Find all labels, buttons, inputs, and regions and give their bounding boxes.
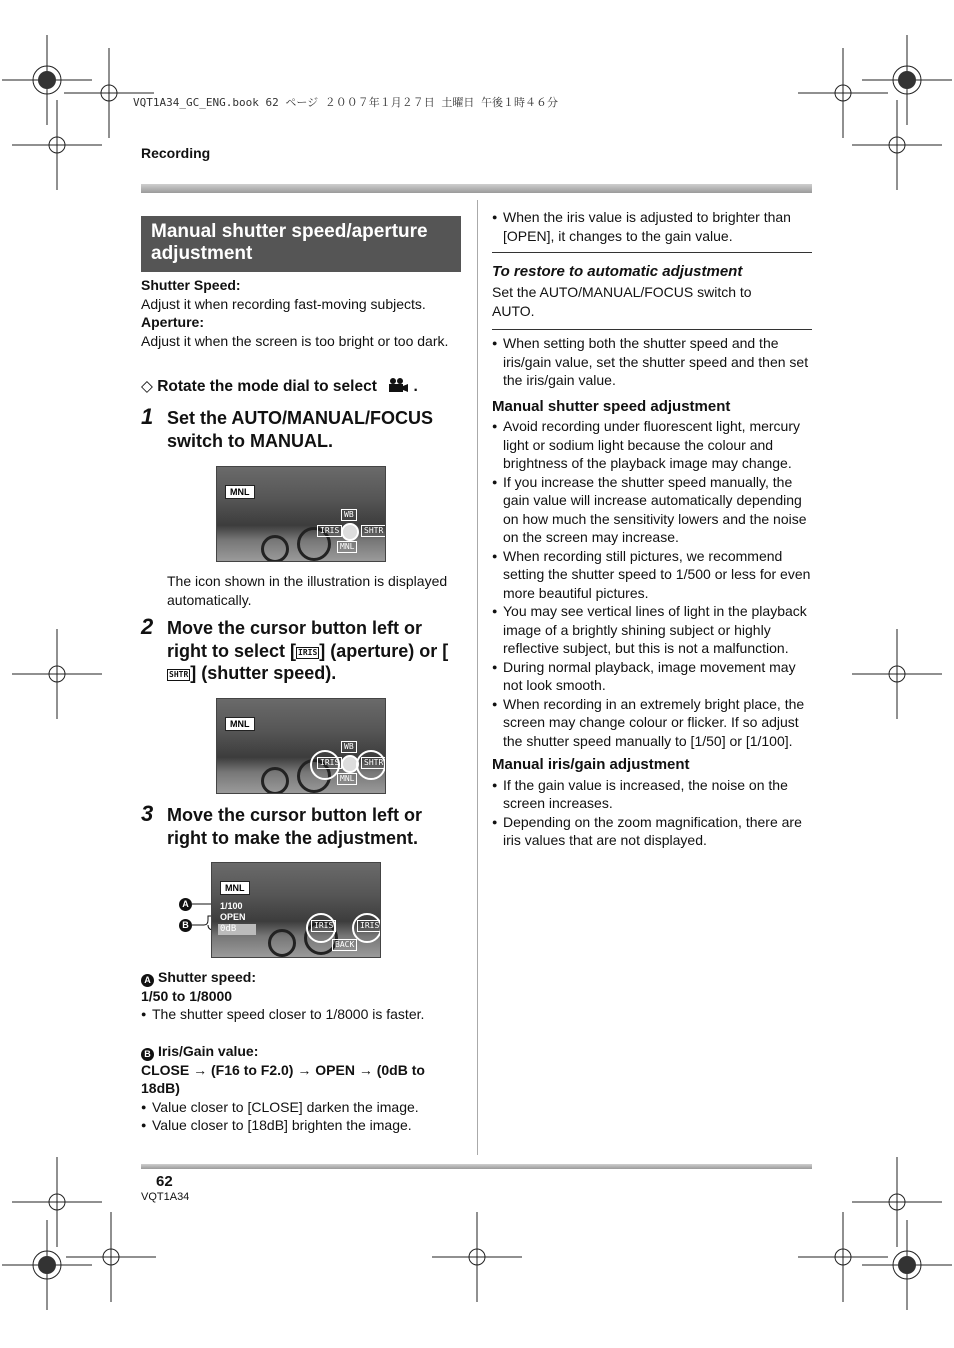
callout-b-icon: B [179,919,192,932]
legend-b-range [141,1061,461,1098]
legend-a [141,968,461,1024]
divider-1 [492,252,812,253]
shutter-bullet-6: ● When recording in an extremely bright place, the screen may change colour or flicker. If so adjust the shutter speed manually to [1/50] or [1/100]. [492,695,812,751]
iris-bullet-2: ● Depending on the zoom magnification, there are iris values that are not displayed. [492,813,812,850]
mnl-badge: MNL [220,881,250,895]
range-close: CLOSE [141,1061,190,1078]
mnl-badge: MNL [225,717,255,731]
step-2-text [167,617,462,685]
step-1-text: Set the AUTO/MANUAL/FOCUS switch to MANUAL. [167,408,434,451]
bullet-iris-brighter: ● When the iris value is adjusted to brighter than [OPEN], it changes to the gain value. [492,208,812,245]
crosshair-right-top-icon [852,100,942,190]
step-2-text-c: ] (shutter speed). [190,663,337,683]
doc-code: VQT1A34 [141,1191,190,1203]
range-gain: (0dB to 18dB) [141,1061,425,1096]
wb-icon: WB [341,509,357,521]
bike-wheel-front [268,929,296,957]
step-1-number: 1 [141,404,154,429]
lcd-illustration-3 [211,862,381,958]
mnl-badge: MNL [225,485,255,499]
step-2-number: 2 [141,614,154,639]
arrow-3-icon: → [358,1061,373,1078]
crosshair-left-mid-icon [12,629,102,719]
file-header-line: VQT1A34_GC_ENG.book 62 ページ ２００７年１月２７日 土曜日 午後１時４６分 [133,96,558,109]
top-rule [141,184,812,193]
aperture-label: Aperture: [141,314,205,330]
diamond-icon: ◇ [141,378,153,395]
legend-b-label: Iris/Gain value: [158,1043,259,1059]
shutter-readout: 1/100 [220,901,243,911]
range-open: OPEN [315,1061,355,1078]
restore-heading: To restore to automatic adjustment [492,263,743,280]
screen1-note: The icon shown in the illustration is displayed automatically. [167,573,448,608]
range-fstop: (F16 to F2.0) [211,1061,294,1078]
bike-wheel-front [261,767,289,794]
shutter-bullet-2: ● If you increase the shutter speed manually, the gain value will increase automatically depending on how much the sensitivity lowers and the noise on the screen may increase. [492,473,812,547]
legend-b-bullet-1: ● Value closer to [CLOSE] darken the image. [141,1098,461,1117]
aperture-text: Adjust it when the screen is too bright or too dark. [141,332,449,349]
step-3-number: 3 [141,801,154,826]
cursor-center-icon [341,523,359,541]
callout-a-icon: A [179,898,192,911]
right-column-top [492,208,812,245]
rotate-end: . [413,378,418,395]
shutter-text: Adjust it when recording fast-moving subjects. [141,295,426,312]
iris-icon: IRIS [317,525,342,537]
step-2-text-a: Move the cursor button left or right to select [ [167,618,423,661]
legend-b-bullet-2: ● Value closer to [18dB] brighten the image. [141,1116,461,1135]
shutter-heading: Manual shutter speed adjustment [492,397,731,415]
mnl-bottom-icon: MNL [337,773,357,785]
iris-readout: OPEN [220,912,246,922]
shtr-inline-icon: SHTR [169,670,189,679]
shutter-bullet-4: ● You may see vertical lines of light in the playback image of a brightly shining subject or highly reflective subject, but this is not a malfunction. [492,602,812,658]
callout-b-icon-legend: B [141,1048,154,1061]
step-2-text-b: ] (aperture) or [ [319,640,449,661]
shtr-icon: SHTR [361,757,386,769]
crosshair-bottom-1-icon [66,1212,156,1302]
crosshair-right-mid-icon [852,629,942,719]
shutter-label: Shutter Speed: [141,277,241,293]
lcd-illustration-1 [216,466,386,562]
legend-a-bullet: ● The shutter speed closer to 1/8000 is faster. [141,1005,461,1024]
wb-icon: WB [341,741,357,753]
column-divider [477,200,478,1155]
restore-text: Set the AUTO/MANUAL/FOCUS switch to AUTO. [492,284,752,319]
legend-b [141,1042,461,1135]
crosshair-bottom-center-icon [432,1212,522,1302]
gain-readout: 0dB [218,924,256,935]
iris-heading: Manual iris/gain adjustment [492,756,690,773]
crosshair-bottom-2-icon [798,1212,888,1302]
video-camera-icon [387,377,409,393]
lcd-illustration-2 [216,698,386,794]
intro-block [141,276,461,350]
bottom-rule [141,1164,812,1169]
iris-right-icon: IRIS [357,920,381,932]
iris-left-icon: IRIS [311,920,336,932]
crosshair-left-top-icon [12,100,102,190]
callout-a-icon-legend: A [141,974,154,987]
arrow-1-icon: → [193,1061,208,1078]
page-title: Manual shutter speed/aperture adjustment [141,216,461,272]
section-label: Recording [141,145,211,161]
divider-2 [492,329,812,330]
bullet-both-settings: ● When setting both the shutter speed and the iris/gain value, set the shutter speed and then set the iris/gain value. [492,334,812,390]
rotate-instruction [141,377,418,396]
iris-inline-icon: IRIS [298,647,318,657]
mnl-bottom-icon: MNL [337,541,357,553]
page-number: 62 [156,1173,173,1190]
shutter-bullet-5: ● During normal playback, image movement may not look smooth. [492,658,812,695]
legend-a-range: 1/50 to 1/8000 [141,987,233,1004]
shtr-icon: SHTR [361,525,386,537]
shutter-bullet-1: ● Avoid recording under fluorescent light, mercury light or sodium light because the colour and brightness of the playback image may change. [492,417,812,473]
iris-icon: IRIS [317,757,342,769]
step-3-text: Move the cursor button left or right to make the adjustment. [167,805,423,848]
iris-bullet-1: ● If the gain value is increased, the noise on the screen increases. [492,776,812,813]
right-column-body [492,334,812,850]
back-icon: BACK [332,939,357,951]
rotate-text: Rotate the mode dial to select [157,378,377,395]
bike-wheel-front [261,535,289,562]
legend-a-label: Shutter speed: [158,969,257,985]
arrow-2-icon: → [297,1061,312,1078]
shutter-bullet-3: ● When recording still pictures, we recommend setting the shutter speed to 1/500 or less for even more beautiful pictures. [492,547,812,603]
